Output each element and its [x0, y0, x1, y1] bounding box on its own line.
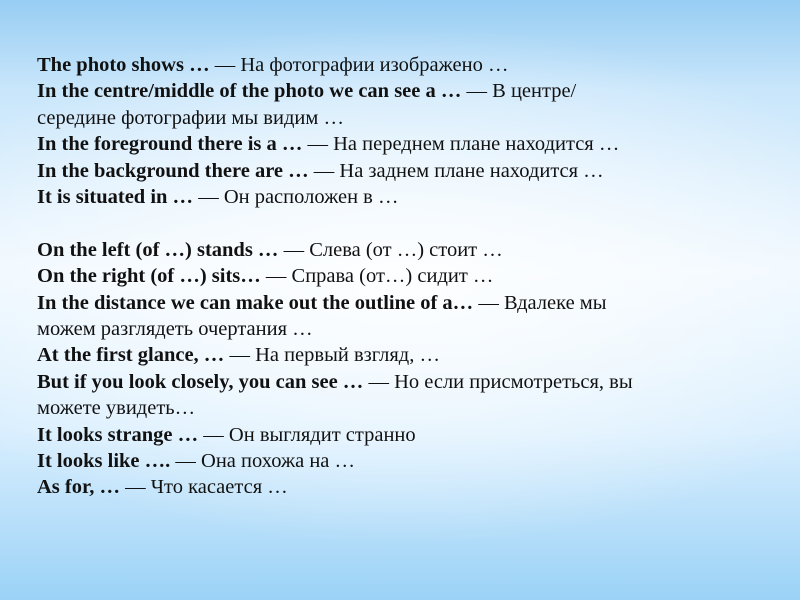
- phrase-translation: можете увидеть…: [37, 397, 196, 420]
- phrase-english: It looks like ….: [37, 450, 171, 473]
- phrase-line: [37, 78, 777, 104]
- phrase-translation: — Она похожа на …: [170, 450, 356, 473]
- phrase-list: [37, 52, 777, 501]
- phrase-english: But if you look closely, you can see …: [37, 370, 364, 393]
- phrase-english: At the first glance, …: [37, 344, 225, 367]
- phrase-english: On the right (of …) sits…: [37, 265, 261, 288]
- phrase-translation: — Он расположен в …: [193, 186, 399, 209]
- phrase-line: [37, 448, 777, 474]
- phrase-translation: — Справа (от…) сидит …: [260, 265, 494, 288]
- phrase-translation: — Но если присмотреться, вы: [363, 370, 633, 393]
- phrase-translation: — Что касается …: [119, 476, 288, 499]
- phrase-line: [37, 316, 777, 342]
- phrase-english: In the centre/middle of the photo we can see a …: [37, 80, 462, 103]
- phrase-english: It is situated in …: [37, 186, 194, 209]
- phrase-english: In the background there are …: [37, 159, 309, 182]
- phrase-line: [37, 52, 777, 78]
- phrase-line: [37, 105, 777, 131]
- phrase-english: It looks strange …: [37, 423, 199, 446]
- phrase-translation: середине фотографии мы видим …: [37, 106, 344, 129]
- phrase-line: [37, 237, 777, 263]
- phrase-line: [37, 158, 777, 184]
- phrase-line: [37, 342, 777, 368]
- phrase-line: [37, 395, 777, 421]
- phrase-english: As for, …: [37, 476, 120, 499]
- phrase-translation: — Вдалеке мы: [473, 291, 607, 314]
- phrase-english: The photo shows …: [37, 54, 210, 76]
- phrase-english: On the left (of …) stands …: [37, 238, 279, 261]
- phrase-line: [37, 422, 777, 448]
- phrase-translation: — На первый взгляд, …: [224, 344, 440, 367]
- phrase-translation: можем разглядеть очертания …: [37, 318, 313, 341]
- phrase-english: In the foreground there is a …: [37, 133, 303, 156]
- phrase-line: [37, 263, 777, 289]
- phrase-translation: — В центре/: [461, 80, 577, 103]
- phrase-translation: — Он выглядит странно: [198, 423, 416, 446]
- phrase-line: [37, 474, 777, 500]
- paragraph-gap: [37, 210, 777, 236]
- phrase-line: [37, 184, 777, 210]
- phrase-translation: — Слева (от …) стоит …: [278, 238, 503, 261]
- phrase-translation: — На заднем плане находится …: [308, 159, 604, 182]
- phrase-line: [37, 290, 777, 316]
- phrase-translation: — На переднем плане находится …: [302, 133, 620, 156]
- phrase-english: In the distance we can make out the outline of a…: [37, 291, 474, 314]
- phrase-line: [37, 131, 777, 157]
- phrase-line: [37, 369, 777, 395]
- phrase-translation: — На фотографии изображено …: [209, 54, 509, 76]
